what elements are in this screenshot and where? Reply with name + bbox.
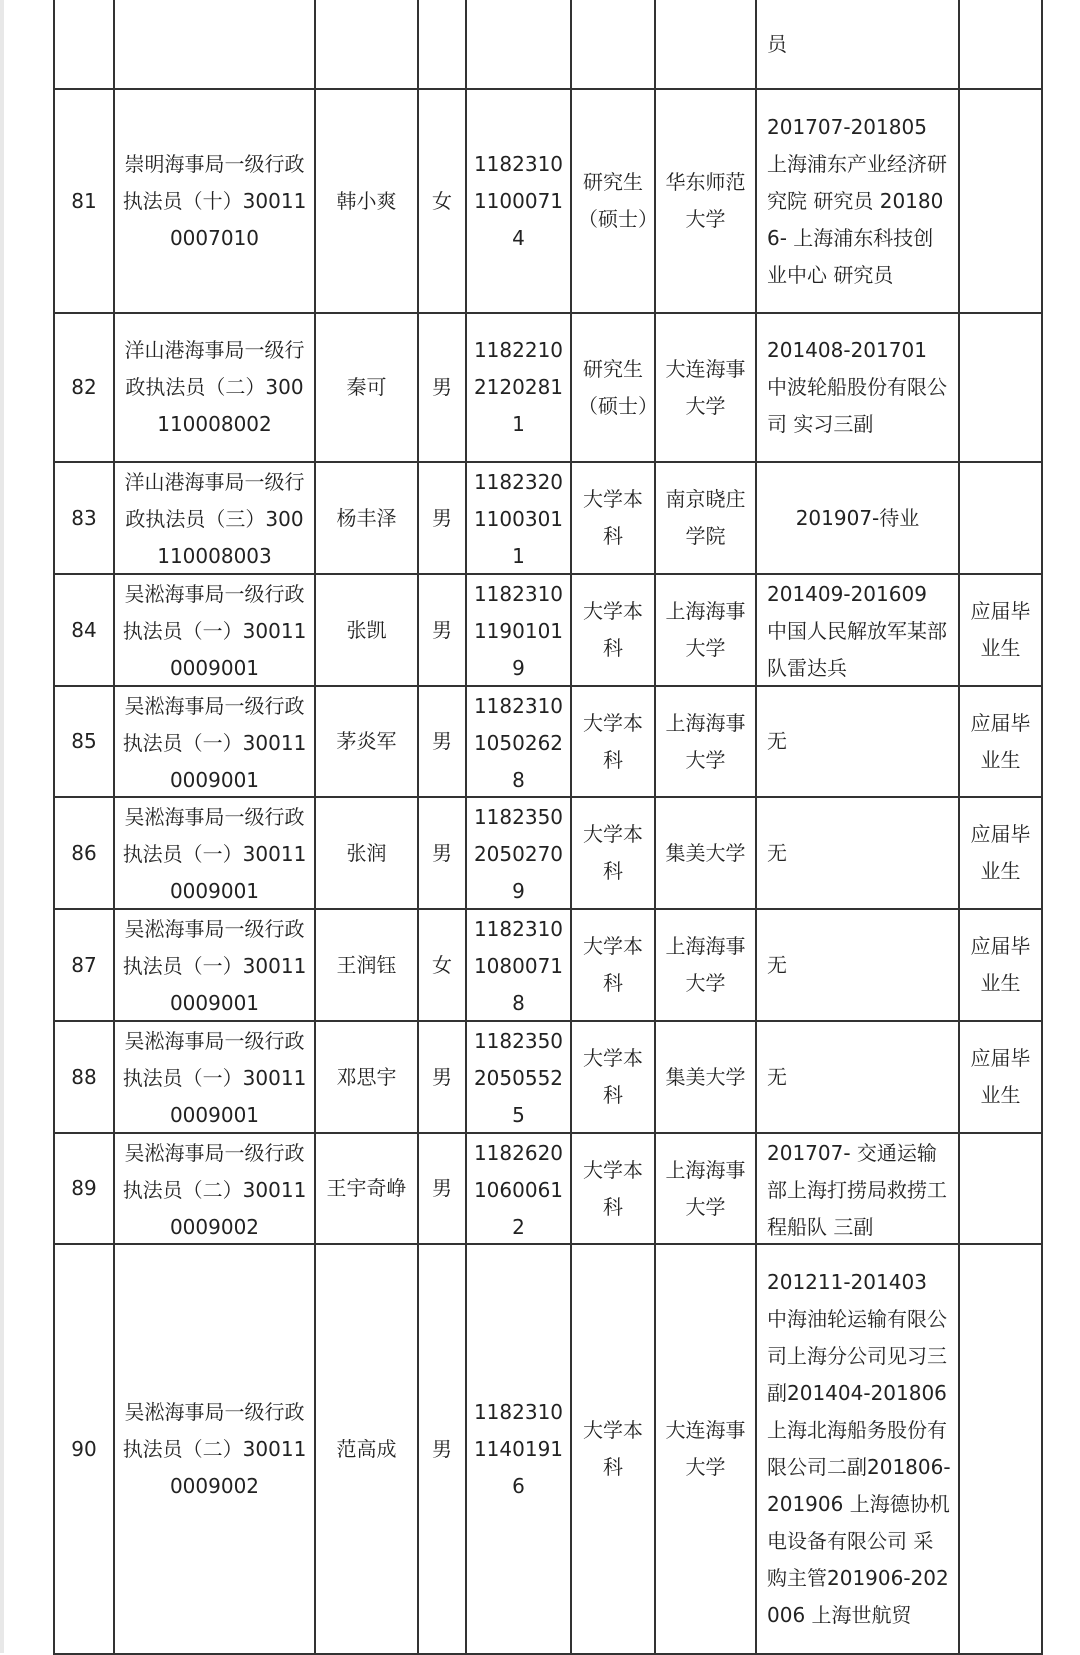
exam-id-cell — [466, 797, 571, 909]
row-number — [54, 574, 114, 686]
exam-id-cell — [466, 686, 571, 797]
gender-cell-text: 男 — [432, 1436, 452, 1461]
gender-cell-text: 男 — [432, 1176, 452, 1200]
experience-cell — [756, 1244, 959, 1654]
table-row — [54, 574, 1042, 686]
row-number — [54, 89, 114, 313]
school-cell — [655, 1244, 756, 1654]
experience-cell — [756, 574, 959, 686]
gender-cell — [418, 574, 466, 686]
exam-id-cell-text: 118235020502709 — [473, 805, 564, 903]
experience-cell-text: 201211-201403 中海油轮运输有限公司上海分公司见习三副201404-201806 上海北海船务股份有限公司二副201806-201906 上海德协机电设备有限公司 采购主管201906-202006 上海世航贸 — [767, 1270, 951, 1627]
name-cell — [315, 313, 418, 462]
education-cell-text: 大学本科 — [583, 599, 643, 660]
row-number — [54, 1244, 114, 1654]
exam-id-cell-text: 118231011401916 — [473, 1399, 564, 1498]
school-cell-text: 大连海事大学 — [665, 1418, 746, 1479]
row-number-text: 87 — [71, 952, 97, 977]
experience-cell-text: 无 — [767, 840, 787, 865]
position-cell — [114, 0, 315, 89]
gender-cell-text: 男 — [432, 617, 452, 642]
education-cell-text: 研究生（硕士） — [578, 170, 658, 231]
name-cell — [315, 574, 418, 686]
school-cell — [655, 462, 756, 574]
name-cell-text: 王润钰 — [336, 952, 397, 977]
exam-id-cell-text: 118231011901019 — [473, 582, 564, 680]
row-number — [54, 1021, 114, 1133]
note-cell — [959, 574, 1042, 686]
name-cell-text: 茅炎军 — [336, 729, 397, 753]
exam-id-cell — [466, 1021, 571, 1133]
school-cell-text: 集美大学 — [665, 1064, 746, 1089]
experience-cell-text: 员 — [767, 31, 787, 56]
position-cell — [114, 313, 315, 462]
position-cell-text: 吴淞海事局一级行政执法员（一）300110009001 — [122, 1029, 307, 1127]
position-cell — [114, 797, 315, 909]
gender-cell-text: 男 — [432, 729, 452, 753]
table-row — [54, 1244, 1042, 1654]
position-cell — [114, 1021, 315, 1133]
name-cell-text: 王宇奇峥 — [326, 1176, 407, 1200]
position-cell — [114, 574, 315, 686]
school-cell — [655, 797, 756, 909]
name-cell — [315, 462, 418, 574]
exam-id-cell-text: 118232011003011 — [473, 470, 564, 568]
row-number-text: 89 — [71, 1176, 97, 1200]
school-cell-text: 上海海事大学 — [665, 710, 746, 772]
school-cell — [655, 1133, 756, 1244]
name-cell — [315, 1133, 418, 1244]
exam-id-cell — [466, 909, 571, 1021]
exam-id-cell-text: 118231010800718 — [473, 917, 564, 1015]
position-cell — [114, 909, 315, 1021]
exam-id-cell — [466, 574, 571, 686]
education-cell — [571, 89, 658, 313]
gender-cell — [418, 313, 466, 462]
school-cell-text: 南京晓庄学院 — [665, 487, 746, 548]
education-cell-text: 大学本科 — [583, 1157, 643, 1219]
row-number — [54, 462, 114, 574]
note-cell — [959, 909, 1042, 1021]
row-number-text: 82 — [71, 375, 97, 399]
experience-cell — [756, 797, 959, 909]
note-cell — [959, 462, 1042, 574]
exam-id-cell — [466, 0, 571, 89]
row-number-text: 86 — [71, 840, 97, 865]
name-cell — [315, 0, 418, 89]
education-cell-text: 大学本科 — [583, 1418, 643, 1479]
school-cell-text: 大连海事大学 — [665, 356, 746, 418]
row-number — [54, 313, 114, 462]
exam-id-cell-text: 118235020505525 — [473, 1029, 564, 1127]
position-cell-text: 吴淞海事局一级行政执法员（一）300110009001 — [122, 805, 307, 903]
name-cell — [315, 797, 418, 909]
education-cell — [571, 686, 655, 797]
position-cell — [114, 462, 315, 574]
school-cell-text: 上海海事大学 — [665, 934, 746, 995]
exam-id-cell-text: 118231011000714 — [473, 151, 564, 250]
row-number-text: 84 — [71, 617, 97, 642]
experience-cell — [756, 909, 959, 1021]
name-cell-text: 张凯 — [346, 617, 387, 642]
education-cell-text: 研究生（硕士） — [578, 356, 658, 418]
education-cell-text: 大学本科 — [583, 710, 643, 772]
exam-id-cell — [466, 1244, 571, 1654]
position-cell — [114, 686, 315, 797]
position-cell — [114, 1244, 315, 1654]
note-cell — [959, 797, 1042, 909]
table-row — [54, 0, 1042, 89]
education-cell — [571, 1244, 655, 1654]
row-number-text: 83 — [71, 505, 97, 530]
row-number — [54, 686, 114, 797]
position-cell-text: 崇明海事局一级行政执法员（十）300110007010 — [122, 151, 307, 250]
name-cell-text: 韩小爽 — [336, 188, 397, 213]
gender-cell — [418, 1133, 466, 1244]
row-number-text: 85 — [71, 729, 97, 753]
position-cell-text: 吴淞海事局一级行政执法员（一）300110009001 — [122, 582, 307, 680]
education-cell — [571, 0, 655, 89]
education-cell — [571, 574, 655, 686]
education-cell — [571, 313, 658, 462]
position-cell-text: 洋山港海事局一级行政执法员（二）300110008002 — [124, 338, 305, 436]
gender-cell-text: 男 — [432, 840, 452, 865]
position-cell-text: 吴淞海事局一级行政执法员（二）300110009002 — [122, 1141, 307, 1239]
name-cell — [315, 686, 418, 797]
gender-cell-text: 男 — [432, 1064, 452, 1089]
position-cell-text: 吴淞海事局一级行政执法员（一）300110009001 — [122, 694, 307, 792]
gender-cell — [418, 797, 466, 909]
gender-cell — [418, 909, 466, 1021]
row-number — [54, 0, 114, 89]
experience-cell-text: 201707- 交通运输部上海打捞局救捞工程船队 三副 — [767, 1141, 947, 1239]
school-cell — [655, 313, 756, 462]
note-cell — [959, 686, 1042, 797]
gender-cell — [418, 462, 466, 574]
gender-cell — [418, 1244, 466, 1654]
row-number — [54, 909, 114, 1021]
position-cell-text: 洋山港海事局一级行政执法员（三）300110008003 — [124, 470, 305, 568]
note-cell-text: 应届毕业生 — [970, 599, 1031, 660]
school-cell-text: 华东师范大学 — [665, 170, 746, 231]
position-cell-text: 吴淞海事局一级行政执法员（二）300110009002 — [122, 1399, 307, 1498]
note-cell — [959, 0, 1042, 89]
school-cell — [655, 1021, 756, 1133]
gender-cell-text: 男 — [432, 505, 452, 530]
education-cell — [571, 797, 655, 909]
candidate-table — [53, 0, 1043, 1655]
experience-cell-text: 201707-201805 上海浦东产业经济研究院 研究员 201806- 上海浦东科技创业中心 研究员 — [767, 114, 947, 287]
row-number-text: 88 — [71, 1064, 97, 1089]
table-row — [54, 89, 1042, 313]
table-row — [54, 462, 1042, 574]
note-cell-text: 应届毕业生 — [970, 822, 1031, 883]
education-cell — [571, 462, 655, 574]
row-number-text: 90 — [71, 1436, 97, 1461]
school-cell-text: 集美大学 — [665, 840, 746, 865]
exam-id-cell — [466, 1133, 571, 1244]
experience-cell — [756, 1021, 959, 1133]
row-number-text: 81 — [71, 188, 97, 213]
table-row — [54, 1133, 1042, 1244]
experience-cell — [756, 313, 959, 462]
education-cell-text: 大学本科 — [583, 1046, 643, 1107]
note-cell — [959, 89, 1042, 313]
name-cell-text: 张润 — [346, 840, 387, 865]
page-edge — [0, 0, 4, 1653]
exam-id-cell-text: 118221021202811 — [473, 338, 564, 436]
position-cell-text: 吴淞海事局一级行政执法员（一）300110009001 — [122, 917, 307, 1015]
school-cell — [655, 909, 756, 1021]
experience-cell — [756, 686, 959, 797]
school-cell-text: 上海海事大学 — [665, 599, 746, 660]
name-cell — [315, 89, 418, 313]
gender-cell-text: 女 — [432, 952, 452, 977]
note-cell-text: 应届毕业生 — [970, 1046, 1031, 1107]
note-cell — [959, 1244, 1042, 1654]
experience-cell-text: 无 — [767, 1064, 787, 1089]
table-row — [54, 313, 1042, 462]
school-cell — [655, 0, 756, 89]
gender-cell-text: 女 — [432, 188, 452, 213]
experience-cell-text: 无 — [767, 729, 787, 753]
school-cell — [655, 686, 756, 797]
name-cell-text: 范高成 — [336, 1436, 397, 1461]
experience-cell-text: 201408-201701 中波轮船股份有限公司 实习三副 — [767, 338, 947, 436]
gender-cell — [418, 686, 466, 797]
experience-cell — [756, 462, 959, 574]
experience-cell — [756, 1133, 959, 1244]
exam-id-cell-text: 118262010600612 — [473, 1141, 564, 1239]
experience-cell-text: 无 — [767, 952, 787, 977]
table-row — [54, 797, 1042, 909]
gender-cell-text: 男 — [432, 375, 452, 399]
experience-cell — [756, 89, 959, 313]
note-cell — [959, 1021, 1042, 1133]
note-cell-text: 应届毕业生 — [970, 710, 1031, 772]
note-cell-text: 应届毕业生 — [970, 934, 1031, 995]
row-number — [54, 1133, 114, 1244]
education-cell — [571, 909, 655, 1021]
exam-id-cell — [466, 313, 571, 462]
name-cell-text: 邓思宇 — [336, 1064, 397, 1089]
position-cell — [114, 1133, 315, 1244]
table-row — [54, 686, 1042, 797]
gender-cell — [418, 0, 466, 89]
note-cell — [959, 313, 1042, 462]
name-cell-text: 秦可 — [346, 375, 387, 399]
name-cell — [315, 909, 418, 1021]
gender-cell — [418, 1021, 466, 1133]
education-cell-text: 大学本科 — [583, 487, 643, 548]
name-cell — [315, 1244, 418, 1654]
note-cell — [959, 1133, 1042, 1244]
gender-cell — [418, 89, 466, 313]
experience-cell-text: 201907-待业 — [795, 505, 920, 530]
education-cell — [571, 1133, 655, 1244]
exam-id-cell — [466, 462, 571, 574]
row-number — [54, 797, 114, 909]
experience-cell-text: 201409-201609 中国人民解放军某部队雷达兵 — [767, 582, 947, 680]
exam-id-cell-text: 118231010502628 — [473, 694, 564, 792]
school-cell-text: 上海海事大学 — [665, 1157, 746, 1219]
school-cell — [655, 574, 756, 686]
education-cell-text: 大学本科 — [583, 822, 643, 883]
name-cell — [315, 1021, 418, 1133]
education-cell-text: 大学本科 — [583, 934, 643, 995]
name-cell-text: 杨丰泽 — [336, 505, 397, 530]
education-cell — [571, 1021, 655, 1133]
position-cell — [114, 89, 315, 313]
experience-cell — [756, 0, 959, 89]
table-row — [54, 909, 1042, 1021]
table-row — [54, 1021, 1042, 1133]
exam-id-cell — [466, 89, 571, 313]
school-cell — [655, 89, 756, 313]
